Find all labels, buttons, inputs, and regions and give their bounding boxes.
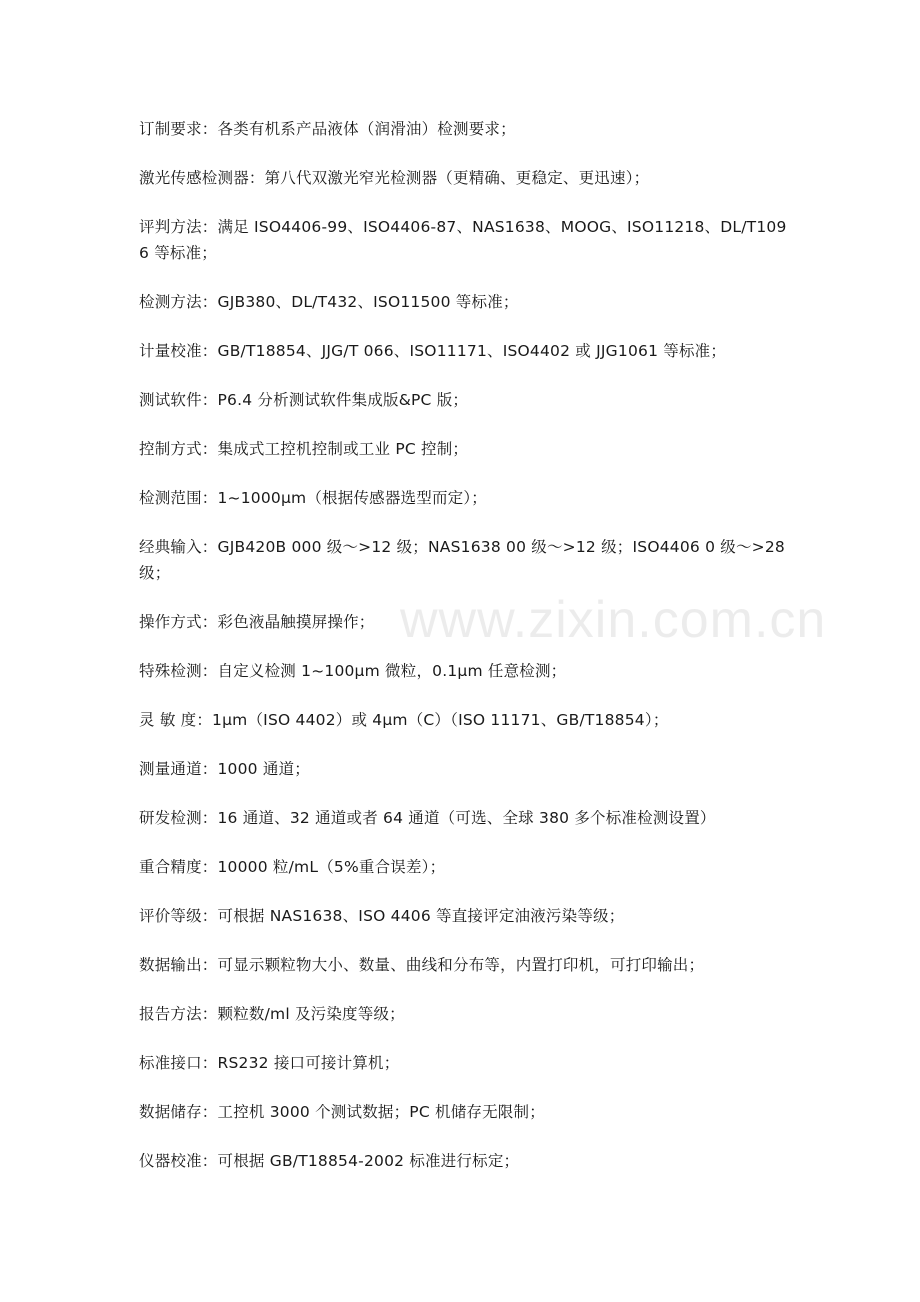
- spec-line: 研发检测：16 通道、32 通道或者 64 通道（可选、全球 380 多个标准检测设置）: [139, 809, 716, 827]
- watermark: www.zixin.com.cn: [400, 591, 827, 649]
- spec-line: 测量通道：1000 通道；: [139, 760, 310, 778]
- spec-line: 订制要求：各类有机系产品液体（润滑油）检测要求；: [139, 120, 516, 138]
- spec-line: 数据储存：工控机 3000 个测试数据；PC 机储存无限制；: [139, 1103, 545, 1121]
- spec-line: 仪器校准：可根据 GB/T18854-2002 标准进行标定；: [139, 1152, 520, 1170]
- spec-line: 灵 敏 度：1μm（ISO 4402）或 4μm（C）（ISO 11171、GB/T18854）；: [139, 711, 669, 729]
- spec-line: 测试软件：P6.4 分析测试软件集成版&PC 版；: [139, 391, 469, 409]
- spec-line: 检测方法：GJB380、DL/T432、ISO11500 等标准；: [139, 293, 519, 311]
- spec-line: 控制方式：集成式工控机控制或工业 PC 控制；: [139, 440, 469, 458]
- spec-line: 重合精度：10000 粒/mL（5%重合误差）；: [139, 858, 446, 876]
- spec-line: 报告方法：颗粒数/ml 及污染度等级；: [139, 1005, 405, 1023]
- spec-list: [139, 116, 789, 1174]
- spec-line: 评判方法：满足 ISO4406-99、ISO4406-87、NAS1638、MOOG、ISO11218、DL/T1096 等标准；: [139, 218, 787, 262]
- spec-line: 标准接口：RS232 接口可接计算机；: [139, 1054, 400, 1072]
- spec-line: 经典输入：GJB420B 000 级～>12 级；NAS1638 00 级～>12 级；ISO4406 0 级～>28 级；: [139, 538, 785, 582]
- spec-line: 检测范围：1~1000μm（根据传感器选型而定）；: [139, 489, 488, 507]
- spec-line: 计量校准：GB/T18854、JJG/T 066、ISO11171、ISO4402 或 JJG1061 等标准；: [139, 342, 727, 360]
- spec-line: 激光传感检测器：第八代双激光窄光检测器（更精确、更稳定、更迅速）；: [139, 169, 650, 187]
- spec-line: 数据输出：可显示颗粒物大小、数量、曲线和分布等，内置打印机，可打印输出；: [139, 956, 705, 974]
- spec-line: 特殊检测：自定义检测 1~100μm 微粒，0.1μm 任意检测；: [139, 662, 567, 680]
- spec-line: 操作方式：彩色液晶触摸屏操作；: [139, 613, 375, 631]
- spec-line: 评价等级：可根据 NAS1638、ISO 4406 等直接评定油液污染等级；: [139, 907, 625, 925]
